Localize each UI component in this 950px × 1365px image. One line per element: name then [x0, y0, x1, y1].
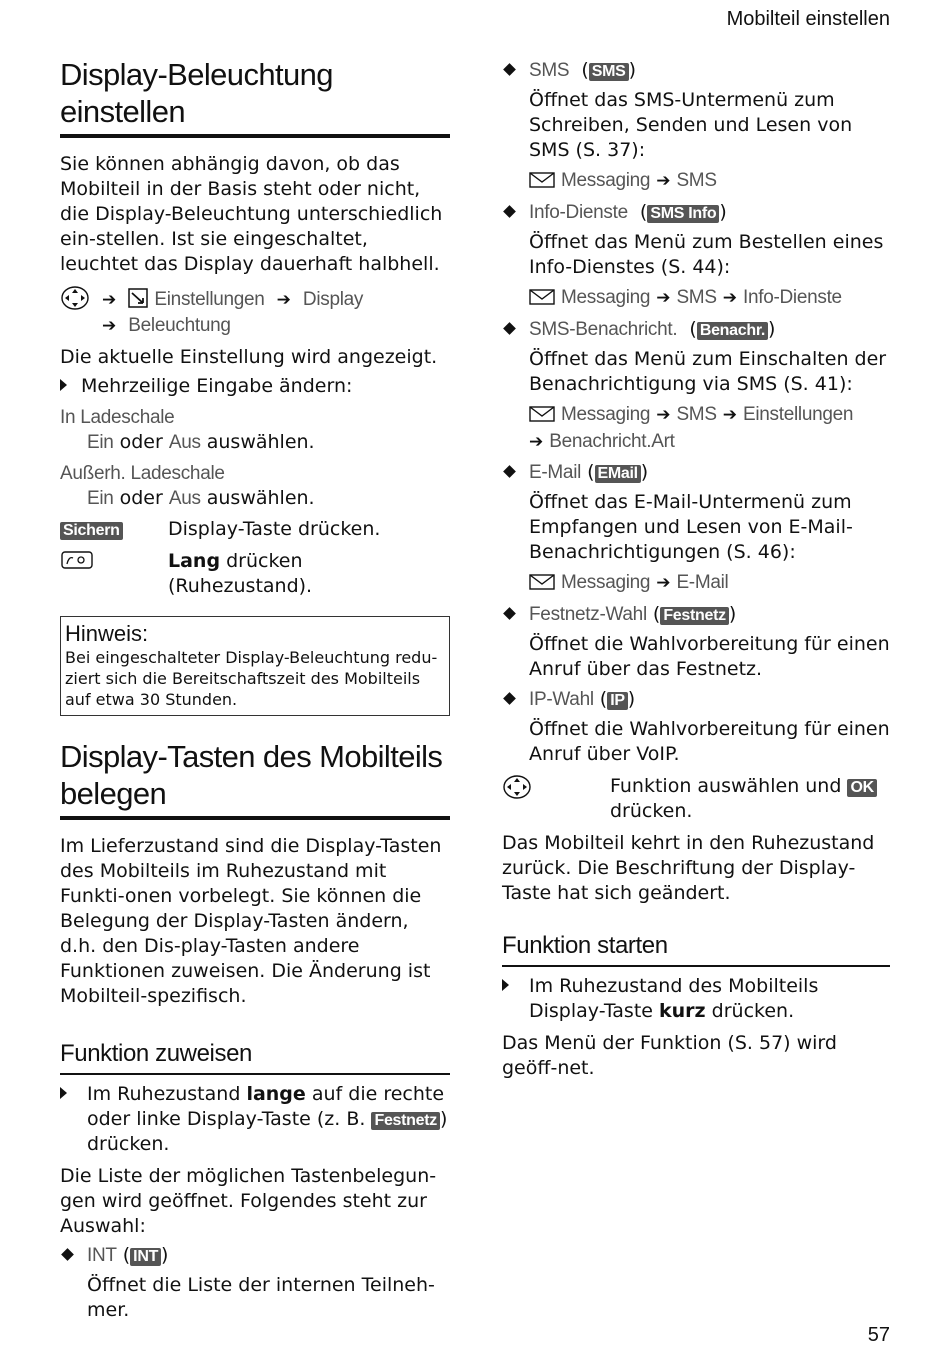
end-key-icon	[60, 549, 168, 599]
option-values-outside: Ein oder Aus auswählen.	[87, 487, 315, 509]
option-ip: IP-Wahl ( IP )	[502, 687, 890, 712]
page-number: 57	[867, 1324, 890, 1346]
option-notification-desc: Öffnet das Menü zum Einschalten der Benachrichtigung via SMS (S. 41):	[529, 348, 887, 395]
diamond-bullet-icon	[503, 205, 516, 218]
path-info: Messaging ➔ SMS ➔ Info-Dienste	[502, 285, 890, 312]
display-keys-intro: Im Lieferzustand sind die Display-Tasten des Mobilteils im Ruhezustand mit Funkti-onen vorbelegt. Sie können die Belegung der Display-Tasten ändern, d.h. den Dis-play-Tasten andere Funktionen zuweisen. Die Änderung ist Mobilteil-spezifisch.	[60, 835, 442, 1007]
backlight-intro: Sie können abhängig davon, ob das Mobilteil in der Basis steht oder nicht, die Display-Beleuchtung unterschiedlich ein-stellen. Ist sie eingeschaltet, leuchtet das Display dauerhaft halbhell.	[60, 153, 443, 275]
right-column	[502, 58, 890, 1081]
option-email: E-Mail ( EMail )	[502, 460, 890, 485]
hint-title: Hinweis:	[65, 621, 149, 646]
option-int-desc: Öffnet die Liste der internen Teilneh-mer.	[87, 1274, 435, 1321]
diamond-bullet-icon	[503, 692, 516, 705]
diamond-bullet-icon	[503, 607, 516, 620]
envelope-icon	[529, 170, 555, 195]
end-step: Lang drücken (Ruhezustand).	[60, 549, 450, 599]
subsection-title-assign: Funktion zuweisen	[60, 1039, 450, 1075]
control-key-icon	[60, 285, 90, 311]
option-notification: SMS-Benachricht. ( Benachr. )	[502, 317, 890, 342]
option-sms-desc: Öffnet das SMS-Untermenü zum Schreiben, Senden und Lesen von SMS (S. 37):	[529, 89, 853, 161]
select-step: Funktion auswählen und OK drücken.	[502, 774, 890, 824]
arrow-icon: ➔	[276, 290, 291, 310]
option-landline: Festnetz-Wahl ( Festnetz )	[502, 602, 890, 627]
menu-beleuchtung: Beleuchtung	[128, 315, 231, 336]
subsection-title-start: Funktion starten	[502, 931, 890, 967]
option-landline-desc: Öffnet die Wahlvorbereitung für einen Anruf über das Festnetz.	[529, 633, 890, 680]
envelope-icon	[529, 404, 555, 429]
option-ip-desc: Öffnet die Wahlvorbereitung für einen Anruf über VoIP.	[529, 718, 890, 765]
option-info: Info-Dienste ( SMS Info )	[502, 200, 890, 225]
return-text: Das Mobilteil kehrt in den Ruhezustand zurück. Die Beschriftung der Display-Taste hat sich geändert.	[502, 832, 875, 904]
current-setting-text: Die aktuelle Einstellung wird angezeigt.	[60, 346, 438, 368]
settings-icon	[128, 288, 148, 308]
menu-einstellungen: Einstellungen	[154, 289, 265, 310]
step-triangle-icon	[60, 1087, 67, 1099]
option-values-charging: Ein oder Aus auswählen.	[87, 431, 315, 453]
envelope-icon	[529, 287, 555, 312]
control-key-icon	[502, 774, 610, 824]
path-sms: Messaging ➔ SMS	[502, 168, 890, 195]
left-column	[60, 56, 450, 1323]
running-header: Mobilteil einstellen	[726, 8, 890, 30]
ok-key: OK	[847, 779, 876, 797]
list-intro: Die Liste der möglichen Tastenbelegun-gen wird geöffnet. Folgendes steht zur Auswahl:	[60, 1165, 437, 1237]
section-title-display-keys: Display-Tasten des Mobilteils belegen	[60, 738, 450, 820]
save-key: Sichern	[60, 522, 123, 540]
start-result: Das Menü der Funktion (S. 57) wird geöff-net.	[502, 1032, 837, 1079]
diamond-bullet-icon	[61, 1248, 74, 1261]
option-sms: SMS ( SMS )	[502, 58, 890, 83]
key-festnetz: Festnetz	[371, 1112, 440, 1130]
arrow-icon: ➔	[102, 290, 117, 310]
hint-box	[60, 616, 450, 716]
menu-path-backlight	[60, 285, 450, 339]
diamond-bullet-icon	[503, 465, 516, 478]
section-title-backlight: Display-Beleuchtung einstellen	[60, 56, 450, 138]
save-step	[60, 517, 450, 542]
arrow-icon: ➔	[102, 316, 117, 336]
option-label-outside: Außerh. Ladeschale	[60, 463, 225, 484]
step-triangle-icon	[60, 379, 67, 391]
diamond-bullet-icon	[503, 322, 516, 335]
hint-text: Bei eingeschalteter Display-Beleuchtung redu-ziert sich die Bereitschaftszeit des Mobilteils auf etwa 30 Stunden.	[65, 648, 438, 709]
option-info-desc: Öffnet das Menü zum Bestellen eines Info-Dienstes (S. 44):	[529, 231, 884, 278]
envelope-icon	[529, 572, 555, 597]
path-email: Messaging ➔ E-Mail	[502, 570, 890, 597]
step-multiline: Mehrzeilige Eingabe ändern:	[60, 374, 450, 399]
start-step: Im Ruhezustand des Mobilteils Display-Taste kurz drücken.	[502, 974, 890, 1024]
path-notification: Messaging ➔ SMS ➔ Einstellungen ➔ Benachricht.Art	[529, 404, 854, 452]
diamond-bullet-icon	[503, 63, 516, 76]
option-email-desc: Öffnet das E-Mail-Untermenü zum Empfangen und Lesen von E-Mail-Benachrichtigungen (S. 46):	[529, 491, 853, 563]
option-label-charging: In Ladeschale	[60, 407, 175, 428]
option-int: INT ( INT )	[60, 1243, 450, 1268]
assign-step: Im Ruhezustand lange auf die rechte oder linke Display-Taste (z. B. Festnetz ) drücken.	[60, 1082, 450, 1157]
save-step-text: Display-Taste drücken.	[168, 518, 381, 540]
menu-display: Display	[302, 289, 364, 310]
step-triangle-icon	[502, 979, 509, 991]
